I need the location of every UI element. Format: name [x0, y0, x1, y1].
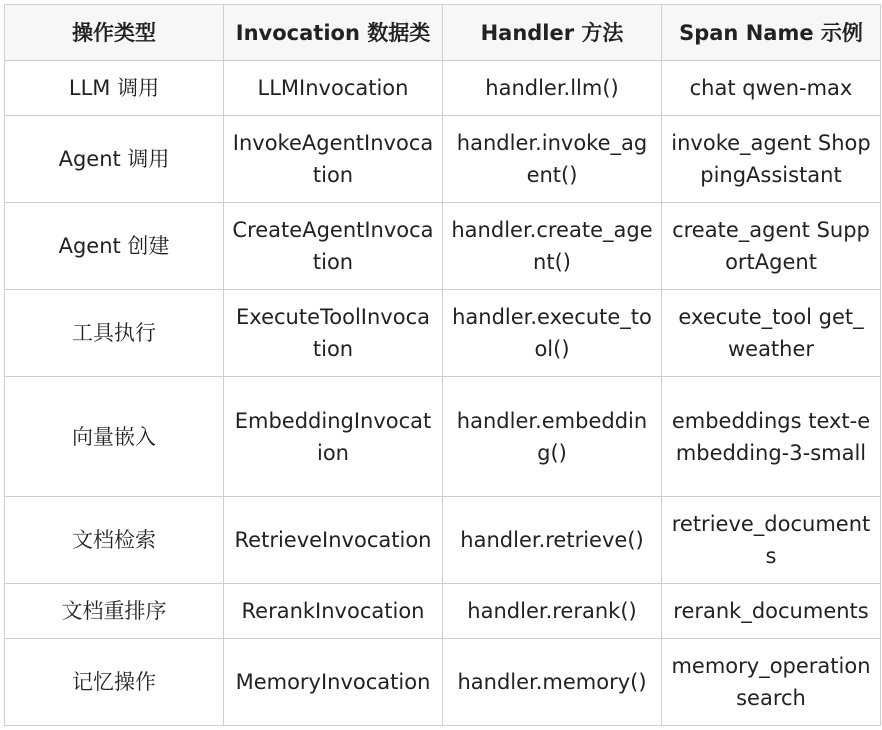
header-handler-method: Handler 方法 [443, 5, 662, 61]
span-name-cell: execute_tool get_weather [662, 290, 881, 377]
operation-type-cell: 工具执行 [5, 290, 224, 377]
operation-type-cell: LLM 调用 [5, 61, 224, 116]
table-header [5, 5, 881, 61]
span-name-cell: rerank_documents [662, 584, 881, 639]
span-name-cell: create_agent SupportAgent [662, 203, 881, 290]
handler-method-cell: handler.rerank() [443, 584, 662, 639]
table-row [5, 377, 881, 497]
invocation-class-cell: EmbeddingInvocation [224, 377, 443, 497]
invocation-class-cell: LLMInvocation [224, 61, 443, 116]
header-span-name-example: Span Name 示例 [662, 5, 881, 61]
invocation-mapping-table [4, 4, 881, 726]
table-row [5, 639, 881, 726]
span-name-cell: retrieve_documents [662, 497, 881, 584]
invocation-table-container [4, 4, 881, 726]
table-row [5, 203, 881, 290]
invocation-class-cell: CreateAgentInvocation [224, 203, 443, 290]
operation-type-cell: Agent 调用 [5, 116, 224, 203]
invocation-class-cell: MemoryInvocation [224, 639, 443, 726]
handler-method-cell: handler.llm() [443, 61, 662, 116]
header-operation-type: 操作类型 [5, 5, 224, 61]
table-row [5, 116, 881, 203]
header-invocation-class: Invocation 数据类 [224, 5, 443, 61]
operation-type-cell: 文档检索 [5, 497, 224, 584]
invocation-class-cell: RerankInvocation [224, 584, 443, 639]
operation-type-cell: 向量嵌入 [5, 377, 224, 497]
table-row [5, 290, 881, 377]
invocation-class-cell: InvokeAgentInvocation [224, 116, 443, 203]
handler-method-cell: handler.execute_tool() [443, 290, 662, 377]
operation-type-cell: 记忆操作 [5, 639, 224, 726]
table-body [5, 61, 881, 726]
table-row [5, 584, 881, 639]
handler-method-cell: handler.invoke_agent() [443, 116, 662, 203]
table-row [5, 497, 881, 584]
handler-method-cell: handler.retrieve() [443, 497, 662, 584]
table-row [5, 61, 881, 116]
header-row [5, 5, 881, 61]
handler-method-cell: handler.memory() [443, 639, 662, 726]
span-name-cell: embeddings text-embedding-3-small [662, 377, 881, 497]
operation-type-cell: Agent 创建 [5, 203, 224, 290]
handler-method-cell: handler.create_agent() [443, 203, 662, 290]
invocation-class-cell: RetrieveInvocation [224, 497, 443, 584]
span-name-cell: memory_operation search [662, 639, 881, 726]
operation-type-cell: 文档重排序 [5, 584, 224, 639]
span-name-cell: chat qwen-max [662, 61, 881, 116]
span-name-cell: invoke_agent ShoppingAssistant [662, 116, 881, 203]
handler-method-cell: handler.embedding() [443, 377, 662, 497]
invocation-class-cell: ExecuteToolInvocation [224, 290, 443, 377]
